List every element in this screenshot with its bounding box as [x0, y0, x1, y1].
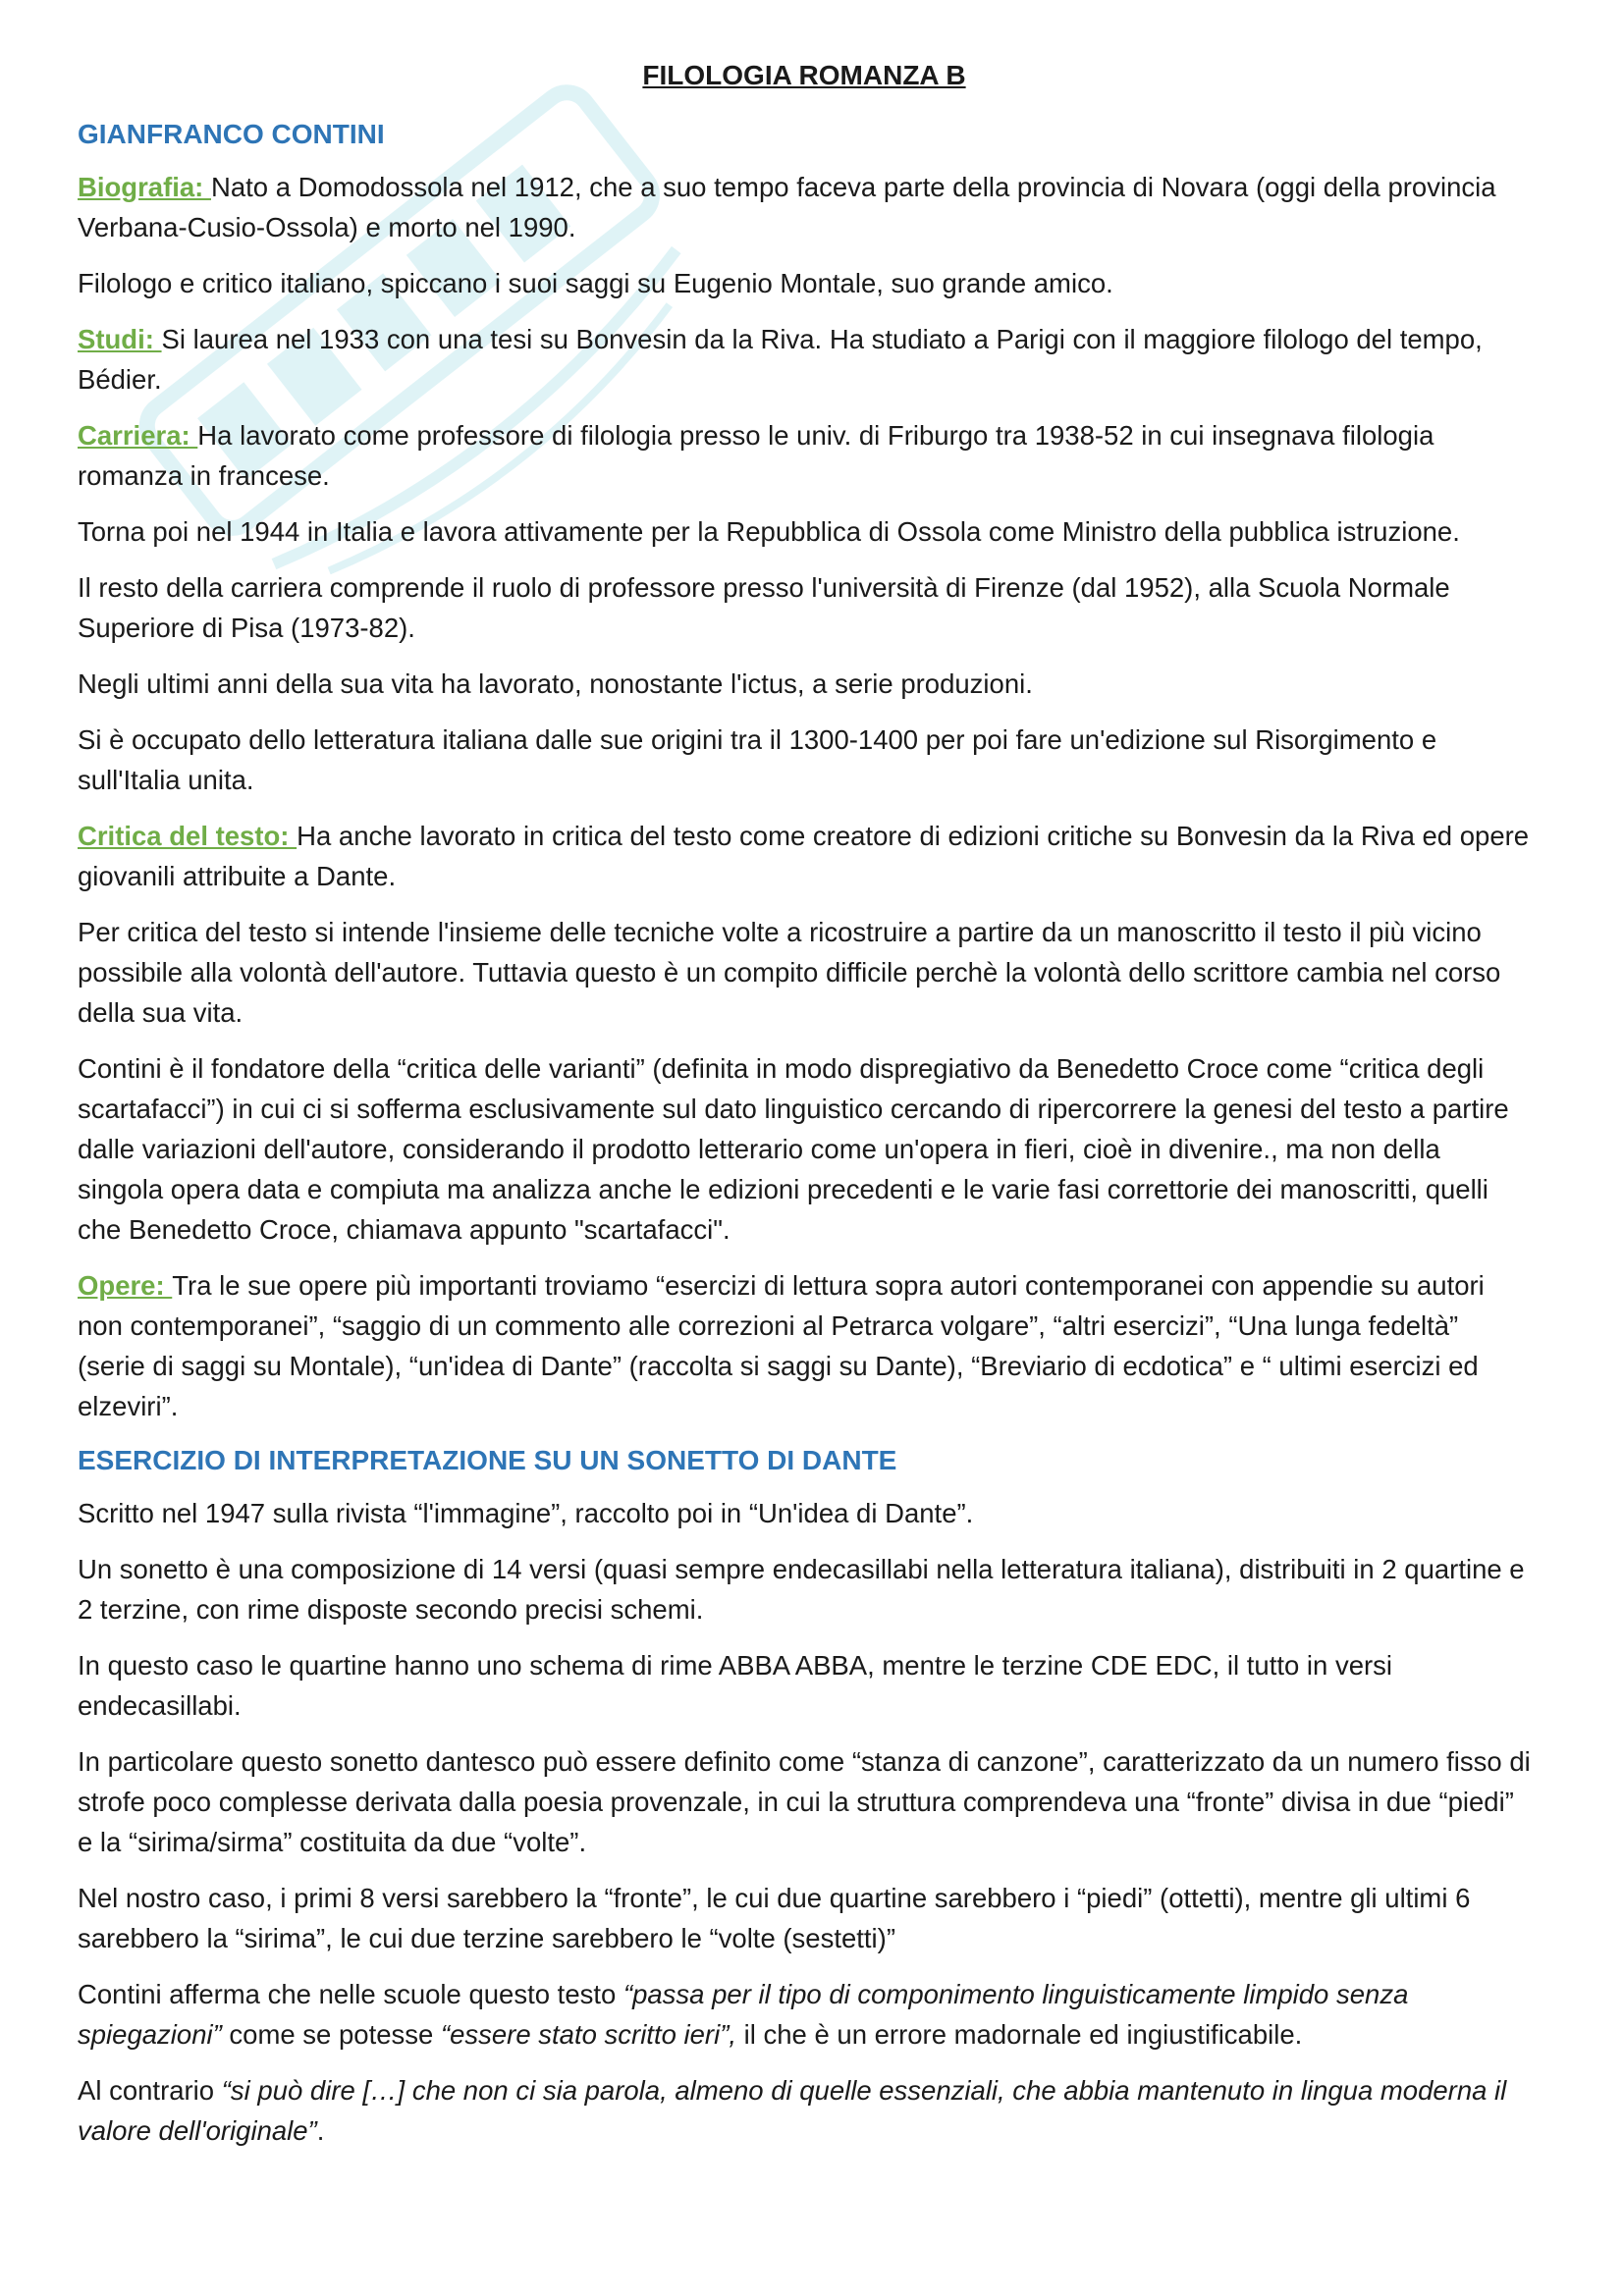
- paragraph-studi: [78, 319, 1531, 400]
- text-afferma-2: come se potesse: [221, 2019, 441, 2050]
- paragraph-ultimi-anni: Negli ultimi anni della sua vita ha lavorato, nonostante l'ictus, a serie produzioni.: [78, 668, 1033, 699]
- paragraph-sonetto: Un sonetto è una composizione di 14 versi (quasi sempre endecasillabi nella letteratura italiana), distribuiti in 2 quartine e 2 terzine, con rime disposte secondo precisi schemi.: [78, 1554, 1525, 1625]
- document-title: FILOLOGIA ROMANZA B: [642, 60, 966, 90]
- paragraph-biografia: [78, 167, 1531, 247]
- quote-afferma-2: “essere stato scritto ieri”,: [440, 2019, 736, 2050]
- text-opere: Tra le sue opere più importanti troviamo “esercizi di lettura sopra autori contemporanei con appendie su autori non contemporanei”, “saggio di un commento alle correzioni al Petrarca volgare”, “altri esercizi”, “Una lunga fedeltà” (serie di saggi su Montale), “un'idea di Dante” (raccolta si saggi su Dante), “Breviario di ecdotica” e “ ultimi esercizi ed elzeviri”.: [78, 1270, 1485, 1421]
- label-studi: Studi:: [78, 324, 162, 354]
- paragraph-carriera: [78, 415, 1531, 496]
- paragraph-contini-varianti: Contini è il fondatore della “critica delle varianti” (definita in modo dispregiativo da Benedetto Croce come “critica degli scartafacci”) in cui ci si sofferma esclusivamente sul dato linguistico cercando di ripercorrere la genesi del testo a partire dalle variazioni dell'autore, considerando il prodotto letterario come un'opera in fieri, cioè in divenire., ma non della singola opera data e compiuta ma analizza anche le edizioni precedenti e le varie fasi correttorie dei manoscritti, quelli che Benedetto Croce, chiamava appunto "scartafacci".: [78, 1053, 1509, 1245]
- text-afferma-1: Contini afferma che nelle scuole questo testo: [78, 1979, 623, 2009]
- text-studi: Si laurea nel 1933 con una tesi su Bonvesin da la Riva. Ha studiato a Parigi con il maggiore filologo del tempo, Bédier.: [78, 324, 1483, 395]
- paragraph-opere: [78, 1265, 1531, 1426]
- quote-afferma-1: “passa per il tipo di componimento linguisticamente limpido senza spiegazioni”: [78, 1979, 1409, 2050]
- text-critica: Ha anche lavorato in critica del testo come creatore di edizioni critiche su Bonvesin da la Riva ed opere giovanili attribuite a Dante.: [78, 821, 1530, 891]
- label-critica: Critica del testo:: [78, 821, 298, 851]
- paragraph-per-critica: Per critica del testo si intende l'insieme delle tecniche volte a ricostruire a partire da un manoscritto il testo il più vicino possibile alla volontà dell'autore. Tuttavia questo è un compito difficile perchè la volontà dello scrittore cambia nel corso della sua vita.: [78, 917, 1501, 1028]
- text-contrario-1: Al contrario: [78, 2075, 222, 2106]
- document-page: [78, 57, 1531, 2166]
- label-opere: Opere:: [78, 1270, 173, 1301]
- label-carriera: Carriera:: [78, 420, 198, 451]
- paragraph-resto-carriera: Il resto della carriera comprende il ruolo di professore presso l'università di Firenze (dal 1952), alla Scuola Normale Superiore di Pisa (1973-82).: [78, 572, 1450, 643]
- text-biografia: Nato a Domodossola nel 1912, che a suo tempo faceva parte della provincia di Novara (oggi della provincia Verbana-Cusio-Ossola) e morto nel 1990.: [78, 172, 1496, 242]
- text-contrario-2: .: [316, 2115, 325, 2146]
- section-heading-esercizio: ESERCIZIO DI INTERPRETAZIONE SU UN SONETTO DI DANTE: [78, 1445, 897, 1475]
- quote-contrario: “si può dire […] che non ci sia parola, almeno di quelle essenziali, che abbia mantenuto in lingua moderna il valore dell'originale”: [78, 2075, 1507, 2146]
- paragraph-scritto: Scritto nel 1947 sulla rivista “l'immagine”, raccolto poi in “Un'idea di Dante”.: [78, 1498, 974, 1528]
- paragraph-afferma: [78, 1974, 1531, 2055]
- paragraph-torna: Torna poi nel 1944 in Italia e lavora attivamente per la Repubblica di Ossola come Ministro della pubblica istruzione.: [78, 516, 1460, 547]
- paragraph-occupato: Si è occupato dello letteratura italiana dalle sue origini tra il 1300-1400 per poi fare un'edizione sul Risorgimento e sull'Italia unita.: [78, 724, 1437, 795]
- label-biografia: Biografia:: [78, 172, 211, 202]
- paragraph-particolare: In particolare questo sonetto dantesco può essere definito come “stanza di canzone”, caratterizzato da un numero fisso di strofe poco complesse derivata dalla poesia provenzale, in cui la struttura comprendeva una “fronte” divisa in due “piedi” e la “sirima/sirma” costituita da due “volte”.: [78, 1746, 1531, 1857]
- paragraph-nostro-caso: Nel nostro caso, i primi 8 versi sarebbero la “fronte”, le cui due quartine sarebbero i “piedi” (ottetti), mentre gli ultimi 6 sarebbero la “sirima”, le cui due terzine sarebbero le “volte (sestetti)”: [78, 1883, 1471, 1953]
- paragraph-quartine: In questo caso le quartine hanno uno schema di rime ABBA ABBA, mentre le terzine CDE EDC, il tutto in versi endecasillabi.: [78, 1650, 1393, 1721]
- text-afferma-3: il che è un errore madornale ed ingiustificabile.: [736, 2019, 1303, 2050]
- paragraph-critica: [78, 816, 1531, 896]
- paragraph-contrario: [78, 2070, 1531, 2151]
- section-heading-contini: GIANFRANCO CONTINI: [78, 119, 385, 149]
- paragraph-filologo: Filologo e critico italiano, spiccano i suoi saggi su Eugenio Montale, suo grande amico.: [78, 268, 1113, 298]
- text-carriera: Ha lavorato come professore di filologia presso le univ. di Friburgo tra 1938-52 in cui insegnava filologia romanza in francese.: [78, 420, 1434, 491]
